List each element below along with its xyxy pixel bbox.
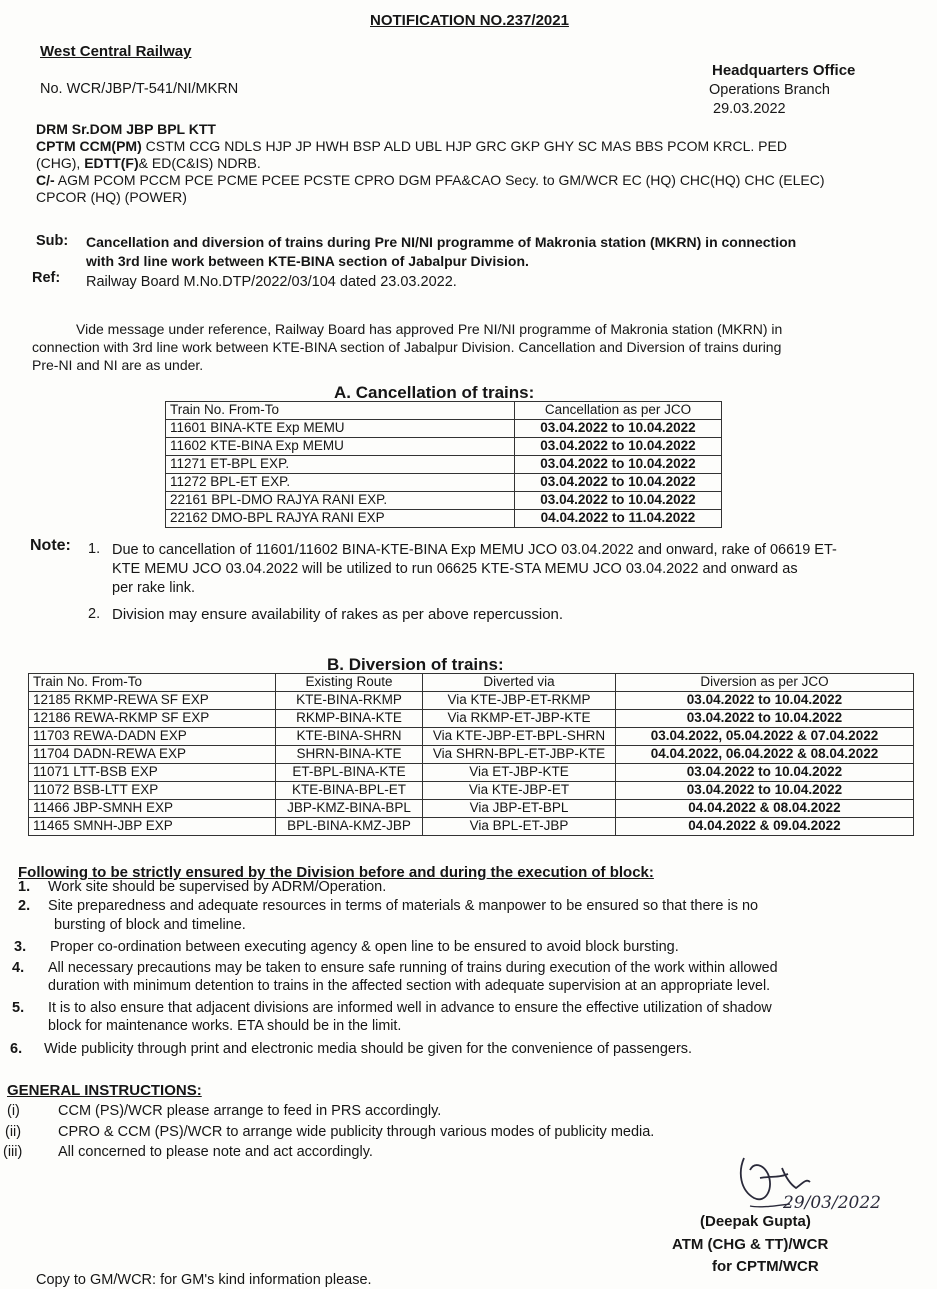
list-item [18, 879, 386, 896]
list-item [12, 1000, 772, 1017]
existing-route-cell: RKMP-BINA-KTE [276, 710, 423, 728]
diversion-heading: B. Diversion of trains: [327, 655, 504, 674]
period-cell: 03.04.2022 to 10.04.2022 [515, 492, 722, 510]
subject-line-1: Cancellation and diversion of trains during Pre NI/NI programme of Makronia station (MKRN) in connection [86, 234, 797, 250]
intro-paragraph [32, 320, 782, 374]
period-cell: 03.04.2022 to 10.04.2022 [515, 474, 722, 492]
recipients-line-3-bold: EDTT(F) [84, 155, 139, 171]
table-row [29, 782, 914, 800]
note-1-number: 1. [88, 541, 101, 557]
note-label: Note: [30, 537, 71, 554]
cancellation-heading: A. Cancellation of trains: [334, 383, 535, 402]
recipients-line-4-rest: AGM PCOM PCCM PCE PCME PCEE PCSTE CPRO DGM PFA&CAO Secy. to GM/WCR EC (HQ) CHC(HQ) CHC (ELEC) [54, 172, 825, 188]
period-cell: 04.04.2022 & 08.04.2022 [616, 800, 914, 818]
list-item [3, 1144, 373, 1161]
recipients-line-1: DRM Sr.DOM JBP BPL KTT [36, 121, 216, 137]
existing-route-cell: KTE-BINA-RKMP [276, 692, 423, 710]
signatory-designation: ATM (CHG & TT)/WCR [672, 1236, 829, 1253]
item-number: 6. [10, 1041, 23, 1057]
document-date: 29.03.2022 [713, 101, 786, 117]
table-row [29, 728, 914, 746]
office-name: Headquarters Office [712, 62, 856, 79]
existing-route-cell: KTE-BINA-SHRN [276, 728, 423, 746]
train-cell: 11602 KTE-BINA Exp MEMU [166, 438, 515, 456]
train-cell: 11465 SMNH-JBP EXP [29, 818, 276, 836]
period-cell: 03.04.2022 to 10.04.2022 [616, 710, 914, 728]
general-instructions-heading: GENERAL INSTRUCTIONS: [7, 1082, 202, 1099]
existing-route-cell: ET-BPL-BINA-KTE [276, 764, 423, 782]
list-item-continuation: bursting of block and timeline. [54, 917, 246, 933]
note-1-line-3: per rake link. [112, 580, 196, 596]
item-text: Wide publicity through print and electronic media should be given for the convenience of passengers. [44, 1041, 693, 1057]
item-number: 2. [18, 898, 31, 914]
existing-route-cell: KTE-BINA-BPL-ET [276, 782, 423, 800]
recipients-line-2-rest: CSTM CCG NDLS HJP JP HWH BSP ALD UBL HJP GRC GKP GHY SC MAS BBS PCOM KRCL. PED [141, 138, 787, 154]
signatory-for-line: for CPTM/WCR [712, 1258, 819, 1275]
col-cancellation: Cancellation as per JCO [515, 402, 722, 420]
train-cell: 22162 DMO-BPL RAJYA RANI EXP [166, 510, 515, 528]
list-item [18, 898, 758, 915]
existing-route-cell: SHRN-BINA-KTE [276, 746, 423, 764]
copy-to-line: Copy to GM/WCR: for GM's kind information please. [36, 1272, 372, 1288]
period-cell: 03.04.2022 to 10.04.2022 [515, 438, 722, 456]
table-row [166, 456, 722, 474]
list-item-continuation: duration with minimum detention to trains in the affected section with adequate supervision at an appropriate level. [48, 978, 771, 994]
list-item-continuation: block for maintenance works. ETA should be in the limit. [48, 1018, 402, 1034]
period-cell: 03.04.2022 to 10.04.2022 [616, 764, 914, 782]
col-train: Train No. From-To [29, 674, 276, 692]
col-diverted-via: Diverted via [423, 674, 616, 692]
period-cell: 03.04.2022, 05.04.2022 & 07.04.2022 [616, 728, 914, 746]
subject-line-2: with 3rd line work between KTE-BINA section of Jabalpur Division. [86, 253, 529, 269]
table-row [29, 764, 914, 782]
intro-line-2: connection with 3rd line work between KTE-BINA section of Jabalpur Division. Cancellation and Diversion of trains during [32, 339, 782, 355]
train-cell: 22161 BPL-DMO RAJYA RANI EXP. [166, 492, 515, 510]
table-row [166, 492, 722, 510]
branch-name: Operations Branch [709, 82, 830, 98]
recipients-line-3 [36, 155, 824, 172]
reference-text: Railway Board M.No.DTP/2022/03/104 dated 23.03.2022. [86, 274, 457, 290]
table-row [166, 474, 722, 492]
item-number: 4. [12, 960, 25, 976]
intro-line-1: Vide message under reference, Railway Board has approved Pre NI/NI programme of Makronia station (MKRN) in [76, 321, 783, 337]
existing-route-cell: BPL-BINA-KMZ-JBP [276, 818, 423, 836]
recipients-block [36, 121, 824, 206]
subject-label: Sub: [36, 233, 69, 249]
recipients-line-3-start: (CHG), [36, 155, 85, 171]
period-cell: 03.04.2022 to 10.04.2022 [515, 456, 722, 474]
table-row [29, 800, 914, 818]
item-text: It is to also ensure that adjacent divisions are informed well in advance to ensure the effective utilization of shadow [48, 1000, 772, 1016]
note-1-line-2: KTE MEMU JCO 03.04.2022 will be utilized to run 06625 KTE-STA MEMU JCO 03.04.2022 and onward as [112, 561, 798, 577]
table-row [166, 438, 722, 456]
list-item [7, 1103, 441, 1120]
cancellation-header-row [166, 402, 722, 420]
diverted-via-cell: Via KTE-JBP-ET [423, 782, 616, 800]
diversion-header-row [29, 674, 914, 692]
intro-line-3: Pre-NI and NI are as under. [32, 357, 204, 373]
item-number: (ii) [5, 1124, 22, 1140]
period-cell: 03.04.2022 to 10.04.2022 [616, 692, 914, 710]
train-cell: 11071 LTT-BSB EXP [29, 764, 276, 782]
item-text: All necessary precautions may be taken to ensure safe running of trains during execution of the work within allowed [48, 960, 778, 976]
train-cell: 11601 BINA-KTE Exp MEMU [166, 420, 515, 438]
col-train: Train No. From-To [166, 402, 515, 420]
ensure-heading: Following to be strictly ensured by the Division before and during the execution of block: [18, 864, 654, 881]
cancellation-table [165, 401, 722, 528]
train-cell: 11271 ET-BPL EXP. [166, 456, 515, 474]
period-cell: 04.04.2022 to 11.04.2022 [515, 510, 722, 528]
item-text: CPRO & CCM (PS)/WCR to arrange wide publicity through various modes of publicity media. [58, 1124, 655, 1140]
subject-text [86, 233, 796, 271]
col-diversion-period: Diversion as per JCO [616, 674, 914, 692]
train-cell: 11072 BSB-LTT EXP [29, 782, 276, 800]
item-text: CCM (PS)/WCR please arrange to feed in PRS accordingly. [58, 1103, 442, 1119]
diverted-via-cell: Via JBP-ET-BPL [423, 800, 616, 818]
file-number: No. WCR/JBP/T-541/NI/MKRN [40, 81, 239, 97]
signatory-name: (Deepak Gupta) [700, 1213, 811, 1230]
diverted-via-cell: Via ET-JBP-KTE [423, 764, 616, 782]
table-row [166, 420, 722, 438]
item-number: 5. [12, 1000, 25, 1016]
period-cell: 03.04.2022 to 10.04.2022 [515, 420, 722, 438]
list-item [14, 939, 679, 956]
item-text: Site preparedness and adequate resources in terms of materials & manpower to be ensured so that there is no [48, 898, 759, 914]
list-item [5, 1124, 654, 1141]
diverted-via-cell: Via KTE-JBP-ET-BPL-SHRN [423, 728, 616, 746]
item-number: 3. [14, 939, 27, 955]
train-cell: 11703 REWA-DADN EXP [29, 728, 276, 746]
recipients-line-5: CPCOR (HQ) (POWER) [36, 189, 187, 205]
diverted-via-cell: Via RKMP-ET-JBP-KTE [423, 710, 616, 728]
recipients-line-4-bold: C/- [36, 172, 55, 188]
train-cell: 11272 BPL-ET EXP. [166, 474, 515, 492]
train-cell: 12185 RKMP-REWA SF EXP [29, 692, 276, 710]
recipients-line-2-bold: CPTM CCM(PM) [36, 138, 142, 154]
period-cell: 03.04.2022 to 10.04.2022 [616, 782, 914, 800]
item-text: Proper co-ordination between executing agency & open line to be ensured to avoid block bursting. [50, 939, 679, 955]
item-text: Work site should be supervised by ADRM/Operation. [48, 879, 387, 895]
item-text: All concerned to please note and act accordingly. [58, 1144, 373, 1160]
diverted-via-cell: Via BPL-ET-JBP [423, 818, 616, 836]
table-row [29, 692, 914, 710]
item-number: (i) [7, 1103, 20, 1119]
list-item [10, 1041, 692, 1058]
notification-number: NOTIFICATION NO.237/2021 [370, 12, 569, 29]
diversion-table [28, 673, 914, 836]
recipients-line-2 [36, 138, 824, 155]
diverted-via-cell: Via SHRN-BPL-ET-JBP-KTE [423, 746, 616, 764]
organization-name: West Central Railway [40, 43, 192, 60]
item-number: (iii) [3, 1144, 23, 1160]
table-row [166, 510, 722, 528]
reference-label: Ref: [32, 270, 61, 286]
col-existing-route: Existing Route [276, 674, 423, 692]
recipients-line-3-rest: & ED(C&IS) NDRB. [138, 155, 261, 171]
table-row [29, 710, 914, 728]
train-cell: 11704 DADN-REWA EXP [29, 746, 276, 764]
note-2-number: 2. [88, 606, 101, 622]
recipients-line-4 [36, 172, 824, 189]
period-cell: 04.04.2022, 06.04.2022 & 08.04.2022 [616, 746, 914, 764]
period-cell: 04.04.2022 & 09.04.2022 [616, 818, 914, 836]
existing-route-cell: JBP-KMZ-BINA-BPL [276, 800, 423, 818]
diverted-via-cell: Via KTE-JBP-ET-RKMP [423, 692, 616, 710]
item-number: 1. [18, 879, 31, 895]
note-1-line-1: Due to cancellation of 11601/11602 BINA-KTE-BINA Exp MEMU JCO 03.04.2022 and onward, rake of 06619 ET- [112, 542, 837, 558]
table-row [29, 818, 914, 836]
list-item [12, 960, 778, 977]
note-1-text [112, 541, 837, 598]
train-cell: 12186 REWA-RKMP SF EXP [29, 710, 276, 728]
note-2-text: Division may ensure availability of rakes as per above repercussion. [112, 606, 564, 623]
table-row [29, 746, 914, 764]
handwritten-date: 29/03/2022 [783, 1193, 881, 1213]
train-cell: 11466 JBP-SMNH EXP [29, 800, 276, 818]
